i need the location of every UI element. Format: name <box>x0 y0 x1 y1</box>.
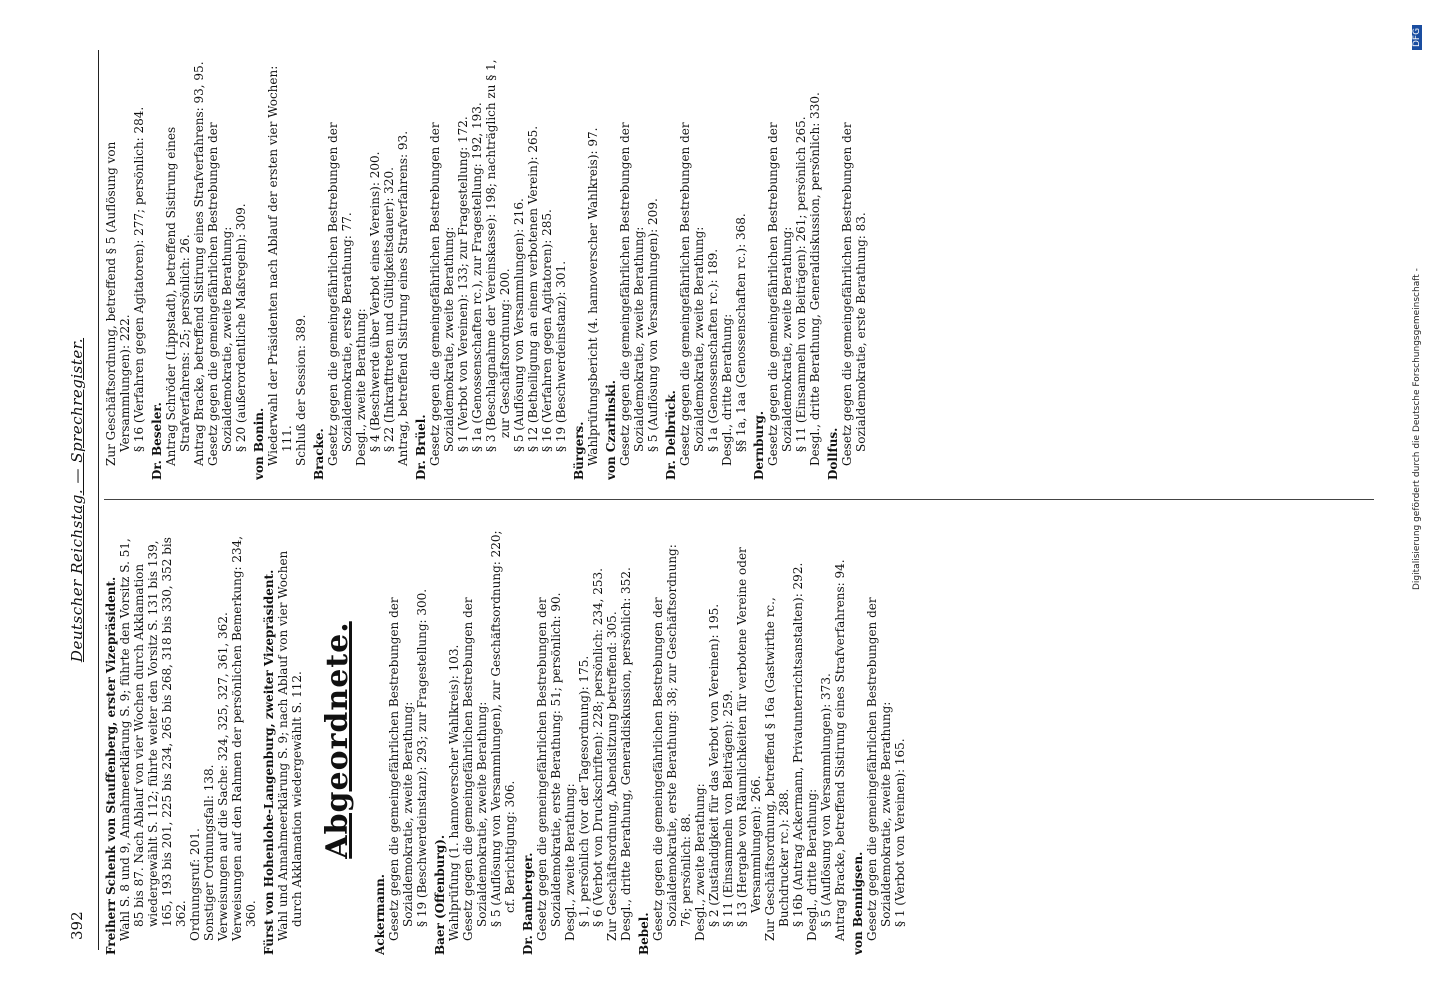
register-entry <box>664 50 748 480</box>
entry-line: § 16 (Verfahren gegen Agitatoren): 285. <box>540 209 554 452</box>
entry-line: Schluß der Session: 389. <box>294 314 308 466</box>
entry-line: Antrag Bracke, betreffend Sistirung eines Strafverfahrens: 93, 95. <box>192 61 206 466</box>
entry-line: Ordnungsruf: 201. <box>188 828 202 941</box>
entry-line: Wahlprüfungsbericht (4. hannoverscher Wahlkreis): 97. <box>586 127 600 466</box>
entry-line: § 3 (Beschlagnahme der Vereinskasse): 198; nachträglich zu § 1, zur Geschäftsordnung: 200. <box>484 59 512 452</box>
register-entry <box>604 50 660 480</box>
entry-line: Gesetz gegen die gemeingefährlichen Bestrebungen der Sozialdemokratie, zweite Berathung: <box>428 122 456 466</box>
entry-name: Dernburg. <box>752 410 766 480</box>
entry-line: § 1, persönlich (vor der Tagesordnung): 175. <box>577 655 591 927</box>
entry-name: Bebel. <box>637 912 651 955</box>
entry-line: Desgl., dritte Berathung: <box>805 788 819 941</box>
entry-line: Gesetz gegen die gemeingefährlichen Bestrebungen der Sozialdemokratie, erste Berathung: 83. <box>840 122 868 466</box>
entry-line: § 1a (Genossenschaften rc.): 189. <box>706 248 720 452</box>
entry-line: §§ 1a, 1aa (Genossenschaften rc.): 368. <box>734 213 748 452</box>
entry-line: § 13 (Hergabe von Räumlichkeiten für verbotene Vereine oder Versammlungen): 266. <box>735 547 763 927</box>
entry-name: Fürst von Hohenlohe-Langenburg, zweiter Vizepräsident. <box>262 569 276 955</box>
entry-line: Wahlprüfung (1. hannoverscher Wahlkreis): 103. <box>447 644 461 941</box>
entry-line: § 11 (Einsammeln von Beiträgen): 261; persönlich 265. <box>794 116 808 452</box>
entry-name: Dr. Delbrück. <box>664 390 678 480</box>
entry-line: § 1 (Verbot von Vereinen): 165. <box>893 738 907 927</box>
entry-line: Gesetz gegen die gemeingefährlichen Bestrebungen der Sozialdemokratie, erste Berathung: 51; persönlich: 90. <box>535 592 563 941</box>
entry-line: § 5 (Auflösung von Versammlungen): 373. <box>819 673 833 927</box>
header-rule <box>98 50 99 950</box>
register-entry <box>262 525 304 955</box>
entry-name: von Czarlinski. <box>604 380 618 480</box>
left-column <box>104 525 1374 955</box>
presidium-entries <box>104 525 304 955</box>
right-column <box>104 50 1374 480</box>
entry-line: § 12 (Betheiligung an einem verbotenen Verein): 265. <box>526 125 540 452</box>
entry-line: Zur Geschäftsordnung, Abendsitzung betreffend: 305. <box>605 611 619 941</box>
register-entry <box>826 50 868 480</box>
entry-line: § 6 (Verbot von Druckschriften): 228; persönlich: 234, 253. <box>591 568 605 927</box>
entry-line: Gesetz gegen die gemeingefährlichen Bestrebungen der Sozialdemokratie, zweite Berathung: <box>766 122 794 466</box>
entry-name: Dr. Beseler. <box>150 402 164 480</box>
entry-line: Desgl., dritte Berathung, Generaldiskussion, persönlich: 330. <box>808 92 822 466</box>
entry-line: § 11 (Einsammeln von Beiträgen): 259. <box>721 689 735 927</box>
entry-line: Gesetz gegen die gemeingefährlichen Bestrebungen der Sozialdemokratie, zweite Berathung: <box>678 122 706 466</box>
entry-name: von Bennigsen. <box>851 851 865 955</box>
entry-line: § 2 (Zuständigkeit für das Verbot von Vereinen): 195. <box>707 603 721 927</box>
page-number: 392 <box>68 911 86 940</box>
register-entry <box>104 50 146 480</box>
digitization-stamp: Digitalisierung gefördert durch die Deutsche Forschungsgemeinschaft - <box>1412 268 1422 590</box>
entry-line: Wahl und Annahmeerklärung S. 9; nach Ablauf von vier Wochen durch Akklamation wiedergewählt S. 112. <box>276 550 304 941</box>
entry-name: Freiherr Schenk von Stauffenberg, erster Vizepräsident. <box>104 576 118 955</box>
register-entry <box>104 525 258 955</box>
entry-line: Gesetz gegen die gemeingefährlichen Bestrebungen der Sozialdemokratie, zweite Berathung: <box>387 597 415 941</box>
entry-line: § 1 (Verbot von Vereinen): 133; zur Fragestellung: 172. <box>456 116 470 452</box>
entry-line: Wiederwahl der Präsidenten nach Ablauf der ersten vier Wochen: 111. <box>266 65 294 466</box>
entry-line: Desgl., zweite Berathung: <box>354 308 368 466</box>
entry-name: von Bonin. <box>252 407 266 480</box>
entry-line: § 5 (Auflösung von Versammlungen): 209. <box>646 198 660 452</box>
entry-line: Zur Geschäftsordnung, betreffend § 16a (Gastwirthe rc., Buchdrucker rc.): 288. <box>763 597 791 941</box>
entry-line: § 20 (außerordentliche Maßregeln): 309. <box>234 203 248 452</box>
entry-name: Baer (Offenburg). <box>433 834 447 955</box>
column-divider <box>104 499 1374 500</box>
entry-name: Bürgers. <box>572 421 586 480</box>
entry-name: Dr. Brüel. <box>414 414 428 480</box>
entry-line: Desgl., dritte Berathung: <box>720 313 734 466</box>
register-entry <box>312 50 410 480</box>
entry-line: Sonstiger Ordnungsfall: 138. <box>202 764 216 941</box>
entry-line: Desgl., zweite Berathung: <box>563 783 577 941</box>
entry-line: Gesetz gegen die gemeingefährlichen Bestrebungen der Sozialdemokratie, erste Berathung: 38; zur Geschäftsordnung: 76; persönlich: 88. <box>651 544 693 941</box>
entry-line: § 22 (Inkrafttreten und Gültigkeitsdauer): 320. <box>382 167 396 452</box>
entry-line: Gesetz gegen die gemeingefährlichen Bestrebungen der Sozialdemokratie, zweite Berathung: <box>865 597 893 941</box>
running-head: Deutscher Reichstag. — Sprechregister. <box>68 337 86 663</box>
register-entry <box>521 525 633 955</box>
entry-line: Gesetz gegen die gemeingefährlichen Bestrebungen der Sozialdemokratie, zweite Berathung: <box>461 597 489 941</box>
entry-line: § 1a (Genossenschaften rc.), zur Fragestellung: 192, 193. <box>470 102 484 452</box>
register-entry <box>150 50 248 480</box>
entry-name: Ackermann. <box>373 874 387 955</box>
entry-name: Dollfus. <box>826 427 840 480</box>
entry-line: Zur Geschäftsordnung, betreffend § 5 (Auflösung von Versammlungen): 222. <box>104 141 132 466</box>
entry-line: Verweisungen auf den Rahmen der persönlichen Bemerkung: 234, 360. <box>230 535 258 941</box>
entry-name: Dr. Bamberger. <box>521 852 535 955</box>
register-entry <box>373 525 429 955</box>
entry-line: Gesetz gegen die gemeingefährlichen Bestrebungen der Sozialdemokratie, zweite Berathung: <box>206 122 234 466</box>
register-entry <box>572 50 600 480</box>
register-entry <box>252 50 308 480</box>
register-entry <box>752 50 822 480</box>
entry-line: Antrag Schröder (Lippstadt), betreffend Sistirung eines Strafverfahrens: 25; persönlich: 26. <box>164 126 192 466</box>
left-entry-list <box>373 525 907 955</box>
register-entry <box>637 525 847 955</box>
entry-line: Antrag, betreffend Sistirung eines Strafverfahrens: 93. <box>396 130 410 466</box>
section-title: Abgeordnete. <box>320 621 355 859</box>
entry-line: § 16b (Antrag Ackermann, Privatunterrichtsanstalten): 292. <box>791 562 805 927</box>
right-entry-list <box>104 50 868 480</box>
entry-line: Gesetz gegen die gemeingefährlichen Bestrebungen der Sozialdemokratie, erste Berathung: 77. <box>326 122 354 466</box>
entry-line: Verweisungen auf die Sache: 324, 325, 327, 361, 362. <box>216 612 230 941</box>
page-header <box>60 50 100 950</box>
entry-line: Antrag Bracke, betreffend Sistirung eines Strafverfahrens: 94. <box>833 559 847 941</box>
register-entry <box>433 525 517 955</box>
entry-line: § 5 (Auflösung von Versammlungen): 216. <box>512 198 526 452</box>
entry-line: § 5 (Auflösung von Versammlungen), zur Geschäftsordnung: 220; cf. Berichtigung: 306. <box>489 530 517 927</box>
entry-line: Desgl., dritte Berathung, Generaldiskussion, persönlich: 352. <box>619 567 633 941</box>
entry-line: § 4 (Beschwerde über Verbot eines Vereins): 200. <box>368 151 382 452</box>
entry-line: Gesetz gegen die gemeingefährlichen Bestrebungen der Sozialdemokratie, zweite Berathung: <box>618 122 646 466</box>
entry-line: § 19 (Beschwerdeinstanz): 293; zur Fragestellung: 300. <box>415 588 429 927</box>
entry-line: § 16 (Verfahren gegen Agitatoren): 277; persönlich: 284. <box>132 106 146 452</box>
entry-line: Desgl., zweite Berathung: <box>693 783 707 941</box>
register-entry <box>414 50 568 480</box>
dfg-badge: DFG <box>1412 25 1422 50</box>
entry-line: Wahl S. 8 und 9, Annahmeerklärung S. 9; führte den Vorsitz S. 51, 85 bis 87. Nach Ablauf von vier Wochen durch Akklamation wiedergewählt S. 112; führte weiter den Vorsitz S. 131 bis 139, 165, 193 bis 201, 225 bis 234, 265 bis 268, 318 bis 330, 352 bis 362. <box>118 537 188 941</box>
register-entry <box>851 525 907 955</box>
entry-name: Bracke. <box>312 428 326 480</box>
entry-line: § 19 (Beschwerdeinstanz): 301. <box>554 260 568 452</box>
